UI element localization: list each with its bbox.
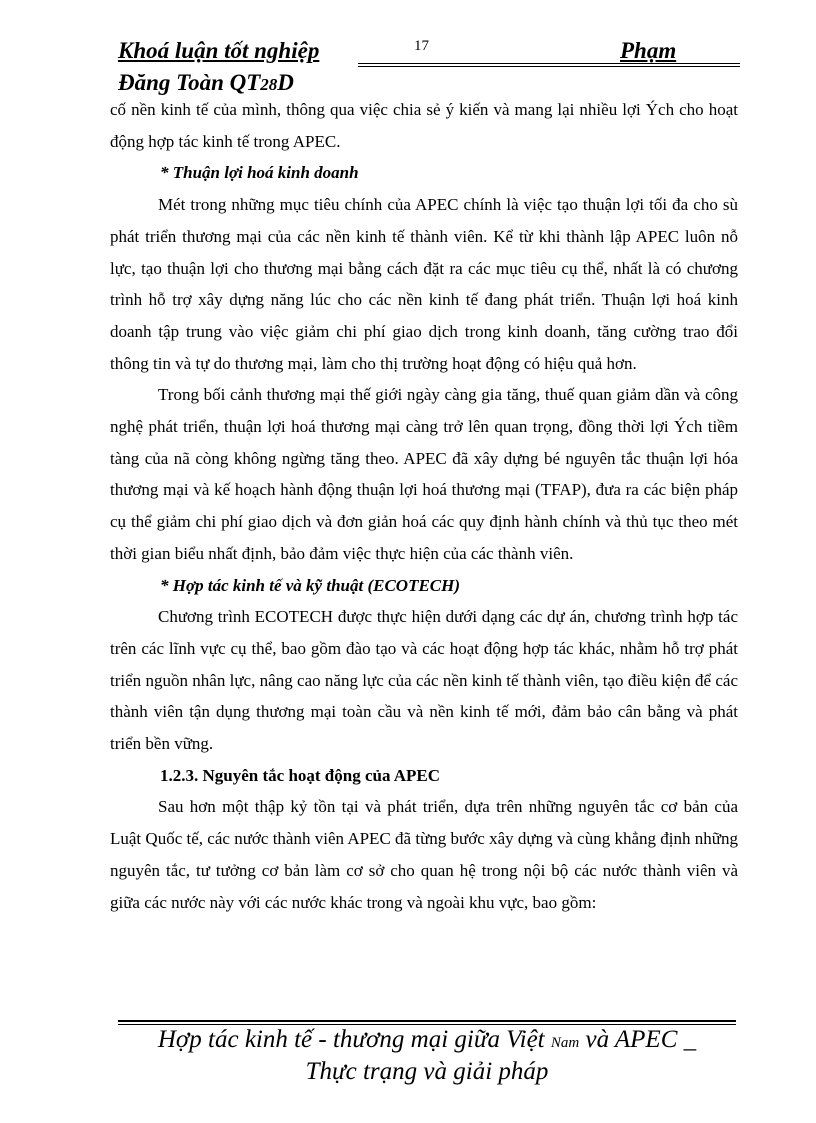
header-author-first: Phạm xyxy=(620,38,677,63)
section-heading: * Hợp tác kinh tế và kỹ thuật (ECOTECH) xyxy=(160,575,461,595)
paragraph: cố nền kinh tế của mình, thông qua việc chia sẻ ý kiến và mang lại nhiều lợi Ých cho hoạt động hợp tác kinh tế trong APEC. xyxy=(110,100,738,151)
footer-title-line1 xyxy=(118,1026,736,1054)
page-body xyxy=(110,94,738,918)
footer-title-line2: Thực trạng và giải pháp xyxy=(305,1058,549,1085)
header-class-suffix: D xyxy=(277,70,294,95)
footer-title-prefix: Hợp tác kinh tế - thương mại giữa Việt xyxy=(157,1026,551,1053)
header-author-line xyxy=(118,70,294,96)
paragraph: Trong bối cảnh thương mại thế giới ngày càng gia tăng, thuế quan giảm dần và công nghệ phát triển, thuận lợi hoá thương mại càng trở lên quan trọng, đồng thời lợi Ých tiềm tàng của nã còng không ngừng tăng theo. APEC đã xây dựng bé nguyên tắc thuận lợi hóa thương mại và kế hoạch hành động thuận lợi hoá thương mại (TFAP), đưa ra các biện pháp cụ thể giảm chi phí giao dịch và đơn giản hoá các quy định hành chính và thủ tục theo mét thời gian biểu nhất định, bảo đảm việc thực hiện của các thành viên. xyxy=(110,385,738,563)
paragraph: Mét trong những mục tiêu chính của APEC chính là việc tạo thuận lợi tối đa cho sù phát triển thương mại của các nền kinh tế thành viên. Kể từ khi thành lập APEC luôn nỗ lực, tạo thuận lợi cho thương mại bằng cách đặt ra các mục tiêu cụ thể, nhất là có chương trình hỗ trợ xây dựng năng lúc cho các nền kinh tế đang phát triển. Thuận lợi hoá kinh doanh tập trung vào việc giảm chi phí giao dịch trong kinh doanh, tăng cường trao đổi thông tin và tự do thương mại, làm cho thị trường hoạt động có hiệu quả hơn. xyxy=(110,195,738,373)
page-number: 17 xyxy=(414,38,429,54)
section-heading: * Thuận lợi hoá kinh doanh xyxy=(160,163,359,183)
header-title: Khoá luận tốt nghiệp xyxy=(118,38,320,63)
footer-rule xyxy=(118,1020,736,1025)
footer-title-sub: Nam xyxy=(550,1035,580,1051)
header-rule xyxy=(358,63,740,67)
paragraph: Chương trình ECOTECH được thực hiện dưới dạng các dự án, chương trình hợp tác trên các lĩnh vực cụ thể, bao gồm đào tạo và các hoạt động hợp tác khác, nhằm hỗ trợ phát triển nguồn nhân lực, nâng cao năng lực của các nền kinh tế thành viên, tạo điều kiện để các thành viên tận dụng thương mại toàn cầu và nền kinh tế mới, đảm bảo cân bằng và phát triển bền vững. xyxy=(110,607,738,754)
header-author-name: Đăng Toàn QT xyxy=(118,70,261,95)
footer-title-suffix: và APEC _ xyxy=(579,1026,697,1053)
paragraph: Sau hơn một thập kỷ tồn tại và phát triển, dựa trên những nguyên tắc cơ bản của Luật Quốc tế, các nước thành viên APEC đã từng bước xây dựng và cùng khẳng định những nguyên tắc, tư tưởng cơ bản làm cơ sở cho quan hệ trong nội bộ các nước thành viên và giữa các nước này với các nước khác trong và ngoài khu vực, bao gồm: xyxy=(110,797,738,912)
subsection-heading: 1.2.3. Nguyên tắc hoạt động của APEC xyxy=(160,765,441,785)
header-class-number: 28 xyxy=(260,75,278,94)
